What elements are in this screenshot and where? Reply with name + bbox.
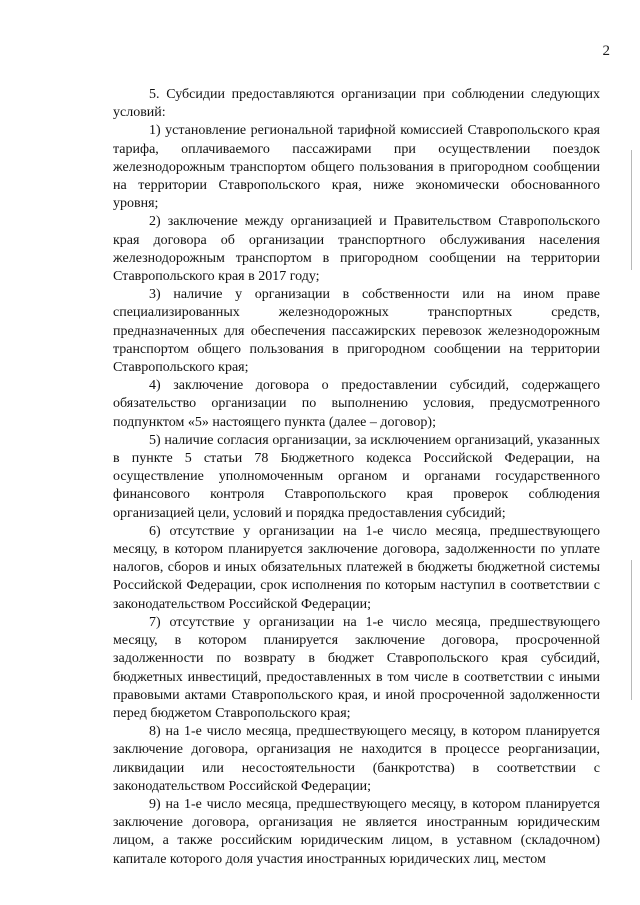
paragraph-5-2: 2) заключение между организацией и Правительством Ставропольского края договора об организации транспортного обслуживания населения железнодорожным транспортом в пригородном сообщении на территории Ставропольского края в 2017 году; [113,214,600,285]
paragraph-5-7: 7) отсутствие у организации на 1-е число месяца, предшествующего месяцу, в котором планируется заключение договора, просроченной задолженности по возврату в бюджет Ставропольского края субсидий, бюджетных инвестиций, предоставленных в том числе в соответствии с иными правовыми актами Ставропольского края, и иной просроченной задолженности перед бюджетом Ставропольского края; [113,614,600,721]
document-body [113,86,600,869]
scan-edge-mark [631,560,632,700]
paragraph-5-8: 8) на 1-е число месяца, предшествующего месяцу, в котором планируется заключение договора, организация не находится в процессе реорганизации, ликвидации или несостоятельности (банкротства) в соответствии с законодательством Российской Федерации; [113,724,600,794]
scan-edge-mark [631,150,632,270]
paragraph-5-6: 6) отсутствие у организации на 1-е число месяца, предшествующего месяцу, в котором планируется заключение договора, задолженности по уплате налогов, сборов и иных обязательных платежей в бюджеты бюджетной системы Российской Федерации, срок исполнения по которым наступил в соответствии с законодательством Российской Федерации; [113,523,600,612]
paragraph-5: 5. Субсидии предоставляются организации при соблюдении следующих условий: [113,87,600,121]
page-number: 2 [602,43,610,59]
paragraph-5-4: 4) заключение договора о предоставлении субсидий, содержащего обязательство организации по выполнению условия, предусмотренного подпунктом «5» настоящего пункта (далее – договор); [113,378,600,430]
paragraph-5-9: 9) на 1-е число месяца, предшествующего месяцу, в котором планируется заключение договора, организация не является иностранным юридическим лицом, а также российским юридическим лицом, в уставном (складочном) капитале которого доля участия иностранных юридических лиц, местом [113,796,600,867]
paragraph-5-1: 1) установление региональной тарифной комиссией Ставропольского края тарифа, оплачиваемого пассажирами при осуществлении поездок железнодорожным транспортом общего пользования в пригородном сообщении на территории Ставропольского края, ниже экономически обоснованного уровня; [113,123,600,212]
paragraph-5-5: 5) наличие согласия организации, за исключением организаций, указанных в пункте 5 статьи 78 Бюджетного кодекса Российской Федерации, на осуществление уполномоченным органом и органами государственного финансового контроля Ставропольского края проверок соблюдения организацией цели, условий и порядка предоставления субсидий; [113,432,600,521]
paragraph-5-3: 3) наличие у организации в собственности или на ином праве специализированных железнодорожных транспортных средств, предназначенных для обеспечения пассажирских перевозок железнодорожным транспортом общего пользования в пригородном сообщении на территории Ставропольского края; [113,287,600,376]
